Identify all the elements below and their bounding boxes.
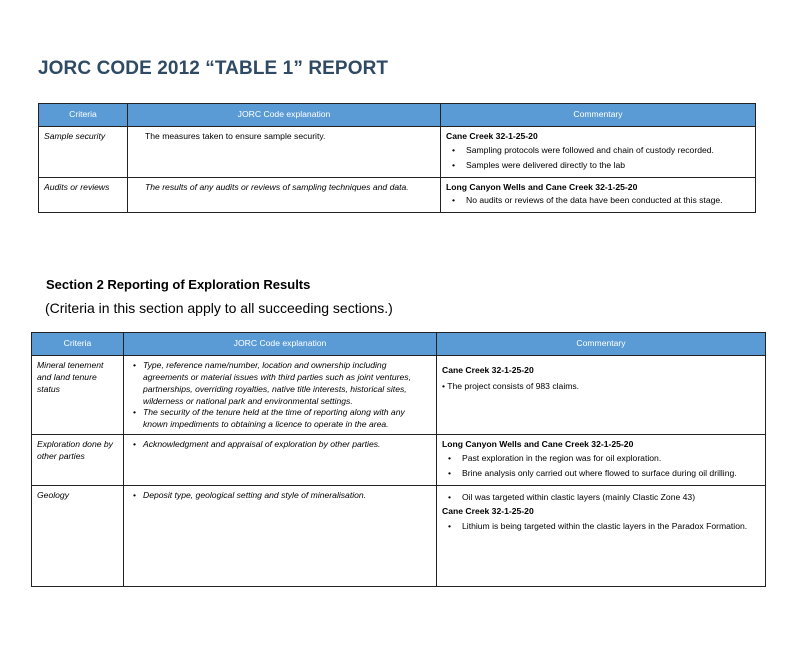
- table-row: [32, 356, 766, 435]
- header-criteria: Criteria: [32, 333, 124, 356]
- commentary-title: Cane Creek 32-1-25-20: [442, 506, 534, 517]
- commentary-title: Long Canyon Wells and Cane Creek 32-1-25-20: [446, 181, 638, 192]
- section-heading: Section 2 Reporting of Exploration Results: [46, 277, 311, 292]
- commentary-title: Long Canyon Wells and Cane Creek 32-1-25-20: [442, 439, 634, 449]
- list-item: • Oil was targeted within clastic layers (mainly Clastic Zone 43): [462, 492, 760, 504]
- commentary-list: [442, 521, 760, 533]
- commentary-cell: [437, 435, 766, 486]
- criteria-cell: Sample security: [39, 127, 128, 178]
- report-title: JORC CODE 2012 “TABLE 1” REPORT: [38, 58, 389, 79]
- table2-header-row: [32, 333, 766, 356]
- table1-header-row: [39, 104, 756, 127]
- list-item: • Deposit type, geological setting and style of mineralisation.: [143, 490, 431, 502]
- table-row: [32, 485, 766, 586]
- criteria-cell: Geology: [32, 485, 124, 586]
- commentary-cell: [441, 177, 756, 213]
- commentary-list: [446, 145, 750, 172]
- table-row: [32, 435, 766, 486]
- explanation-list: [129, 360, 431, 431]
- header-explanation: JORC Code explanation: [128, 104, 441, 127]
- list-item: • Brine analysis only carried out where flowed to surface during oil drilling.: [462, 468, 760, 480]
- commentary-title: Cane Creek 32-1-25-20: [446, 131, 538, 141]
- list-item: • The security of the tenure held at the time of reporting along with any known impediments to obtaining a licence to operate in the area.: [143, 407, 431, 431]
- list-item: • Past exploration in the region was for oil exploration.: [462, 453, 760, 465]
- table-row: [39, 127, 756, 178]
- commentary-inline: • The project consists of 983 claims.: [442, 380, 580, 391]
- explanation-cell: [124, 435, 437, 486]
- table2: [31, 332, 766, 587]
- explanation-cell: The results of any audits or reviews of sampling techniques and data.: [128, 177, 441, 213]
- explanation-cell: [124, 485, 437, 586]
- commentary-list: [442, 492, 760, 504]
- criteria-cell: Audits or reviews: [39, 177, 128, 213]
- section-subheading: (Criteria in this section apply to all succeeding sections.): [45, 300, 393, 316]
- criteria-cell: Exploration done by other parties: [32, 435, 124, 486]
- explanation-cell: [124, 356, 437, 435]
- header-criteria: Criteria: [39, 104, 128, 127]
- criteria-cell: Mineral tenement and land tenure status: [32, 356, 124, 435]
- commentary-title: Cane Creek 32-1-25-20: [442, 365, 534, 375]
- commentary-list: [446, 195, 750, 207]
- header-commentary: Commentary: [441, 104, 756, 127]
- list-item: • Lithium is being targeted within the clastic layers in the Paradox Formation.: [462, 521, 760, 533]
- commentary-list: [442, 453, 760, 480]
- list-item: • Samples were delivered directly to the lab: [466, 160, 750, 172]
- list-item: • Type, reference name/number, location and ownership including agreements or material issues with third parties such as joint ventures, partnerships, overriding royalties, native title interests, historical sites, wilderness or national park and environmental settings.: [143, 360, 431, 407]
- list-item: • No audits or reviews of the data have been conducted at this stage.: [466, 195, 750, 207]
- header-explanation: JORC Code explanation: [124, 333, 437, 356]
- table1: [38, 103, 756, 213]
- list-item: • Sampling protocols were followed and chain of custody recorded.: [466, 145, 750, 157]
- explanation-cell: The measures taken to ensure sample security.: [128, 127, 441, 178]
- explanation-list: [129, 439, 431, 451]
- header-commentary: Commentary: [437, 333, 766, 356]
- commentary-cell: [441, 127, 756, 178]
- explanation-list: [129, 490, 431, 502]
- list-item: • Acknowledgment and appraisal of exploration by other parties.: [143, 439, 431, 451]
- commentary-cell: [437, 356, 766, 435]
- table-row: [39, 177, 756, 213]
- commentary-cell: [437, 485, 766, 586]
